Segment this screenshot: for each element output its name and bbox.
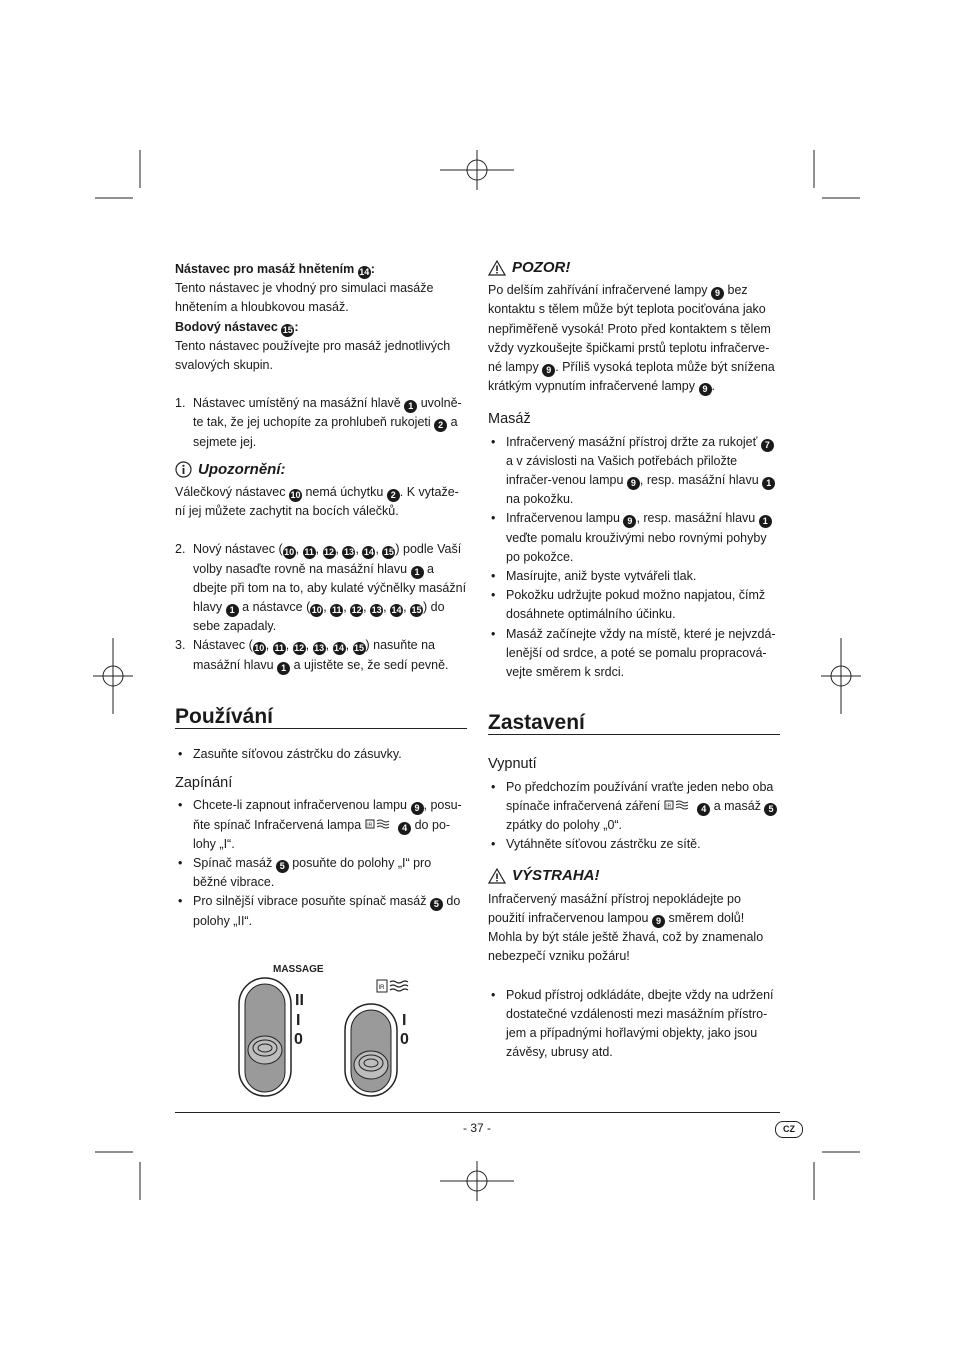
danger-list bbox=[488, 986, 780, 1063]
ir-position-0-label: 0 bbox=[400, 1031, 409, 1048]
on-item-2: • Spínač masáž 5 posuňte do polohy „I“ pro běžné vibrace. bbox=[175, 854, 467, 892]
section-title-usage: Používání bbox=[175, 707, 467, 729]
info-icon bbox=[175, 461, 192, 478]
note-heading: Upozornění: bbox=[175, 460, 467, 479]
off-list bbox=[488, 778, 780, 855]
massage-heading: Masáž bbox=[488, 411, 531, 428]
language-badge: CZ bbox=[775, 1121, 803, 1138]
point-heading: Bodový nástavec 15 : bbox=[175, 319, 299, 335]
usage-item: • Zasuňte síťovou zástrčku do zásuvky. bbox=[175, 745, 467, 764]
warning-icon bbox=[488, 260, 506, 276]
off-heading: Vypnutí bbox=[488, 756, 537, 773]
footer-divider bbox=[175, 1112, 780, 1113]
svg-text:IR: IR bbox=[366, 822, 372, 829]
number-badge: 14 bbox=[359, 267, 370, 277]
knead-text: Tento nástavec je vhodný pro simulaci masáže hnětením a hloubkovou masáž. bbox=[175, 281, 434, 315]
warning-icon bbox=[488, 868, 506, 884]
knead-heading: Nástavec pro masáž hnětením 14 : bbox=[175, 262, 375, 277]
step-list bbox=[175, 394, 467, 452]
ir-label: IR bbox=[378, 985, 385, 991]
usage-list bbox=[175, 745, 467, 764]
position-i-label: I bbox=[296, 1012, 301, 1029]
step-list-2 bbox=[175, 540, 467, 674]
off-item-1: • Po předchozím používání vraťte jeden nebo oba spínače infračervená záření IR 4 a masáž 5 zpátky do polohy „0“. bbox=[488, 778, 780, 836]
massage-item-5: • Masáž začínejte vždy na místě, které je nejvzdá-lenější od srdce, a poté se pomalu propracová-vejte směrem k srdci. bbox=[488, 625, 780, 683]
page-number: - 37 - bbox=[462, 1121, 491, 1135]
step-2: 2. Nový nástavec (10 , 11 , 12 , 13 , 14 , 15 ) podle Vaší volby nasaďte rovně na masážní hlavu 1 a dbejte při tom na to, aby kulaté výčnělky masážní hlavy 1 a nástavce (10 , 11 , 12 , 13 , 14 , 15 ) do sebe zapadaly. bbox=[175, 542, 467, 634]
danger-heading: VÝSTRAHA! bbox=[488, 866, 780, 885]
warning-heading: POZOR! bbox=[488, 258, 780, 277]
section-title-stop: Zastavení bbox=[488, 713, 780, 735]
right-column bbox=[488, 258, 780, 1062]
svg-text:IR: IR bbox=[665, 803, 671, 810]
switch-illustration bbox=[235, 960, 435, 1105]
warning-text: Po delším zahřívání infračervené lampy 9 bez kontaktu s tělem může být teplota pociťována jako nepřiměřeně vysoká! Proto před kontaktem s tělem vždy vyzkoušejte špičkami prstů teplotu infračerve-né lampy 9 . Příliš vysoká teplota může být snížena krátkým vypnutím infračervené lampy 9 . bbox=[488, 283, 775, 395]
number-badge: 15 bbox=[282, 324, 293, 335]
infrared-lamp-icon bbox=[365, 817, 395, 831]
massage-item-2: • Infračervenou lampu 9 , resp. masážní hlavu 1 veďte pomalu krouživými nebo rovnými pohyby po pokožce. bbox=[488, 509, 780, 567]
on-list bbox=[175, 796, 467, 930]
massage-item-4: • Pokožku udržujte pokud možno napjatou, čímž dosáhnete optimálního účinku. bbox=[488, 586, 780, 624]
danger-text: Infračervený masážní přístroj nepokládejte po použití infračervenou lampou 9 směrem dolů! Mohla by být stále ještě žhavá, což by znamenalo nebezpečí vzniku požáru! bbox=[488, 891, 764, 964]
massage-item-3: • Masírujte, aniž byste vytvářeli tlak. bbox=[488, 567, 780, 586]
step-1: 1. Nástavec umístěný na masážní hlavě 1 uvolně-te tak, že jej uchopíte za prohlubeň rukojeti 2 a sejmete jej. bbox=[175, 396, 462, 449]
left-column bbox=[175, 260, 467, 931]
massage-list bbox=[488, 433, 780, 683]
step-3: 3. Nástavec (10 , 11 , 12 , 13 , 14 , 15 ) nasuňte na masážní hlavu 1 a ujistěte se, že sedí pevně. bbox=[175, 638, 449, 673]
off-item-2: • Vytáhněte síťovou zástrčku ze sítě. bbox=[488, 835, 780, 854]
on-item-1: • Chcete-li zapnout infračervenou lampu 9 , posu-ňte spínač Infračervená lampa IR 4 do po-lohy „I“. bbox=[175, 796, 467, 854]
on-heading: Zapínání bbox=[175, 775, 233, 792]
note-text: Válečkový nástavec 10 nemá úchytku 2 . K vytaže-ní jej můžete zachytit na bocích válečků. bbox=[175, 485, 459, 519]
position-ii-label: II bbox=[295, 992, 304, 1009]
danger-item-1: • Pokud přístroj odkládáte, dbejte vždy na udržení dostatečné vzdálenosti mezi masážním přístro-jem a případnými hořlavými objekty, jako jsou závěsy, ubrusy atd. bbox=[488, 986, 780, 1063]
infrared-lamp-icon bbox=[664, 798, 694, 812]
massage-item-1: • Infračervený masážní přístroj držte za rukojeť 7 a v závislosti na Vašich potřebách přiložte infračer-venou lampu 9 , resp. masážní hlavu 1 na pokožku. bbox=[488, 433, 780, 510]
massage-label: MASSAGE bbox=[273, 964, 324, 975]
point-text: Tento nástavec používejte pro masáž jednotlivých svalových skupin. bbox=[175, 338, 451, 373]
ir-position-i-label: I bbox=[402, 1012, 407, 1029]
on-item-3: • Pro silnější vibrace posuňte spínač masáž 5 do polohy „II“. bbox=[175, 892, 467, 930]
position-0-label: 0 bbox=[294, 1031, 303, 1048]
